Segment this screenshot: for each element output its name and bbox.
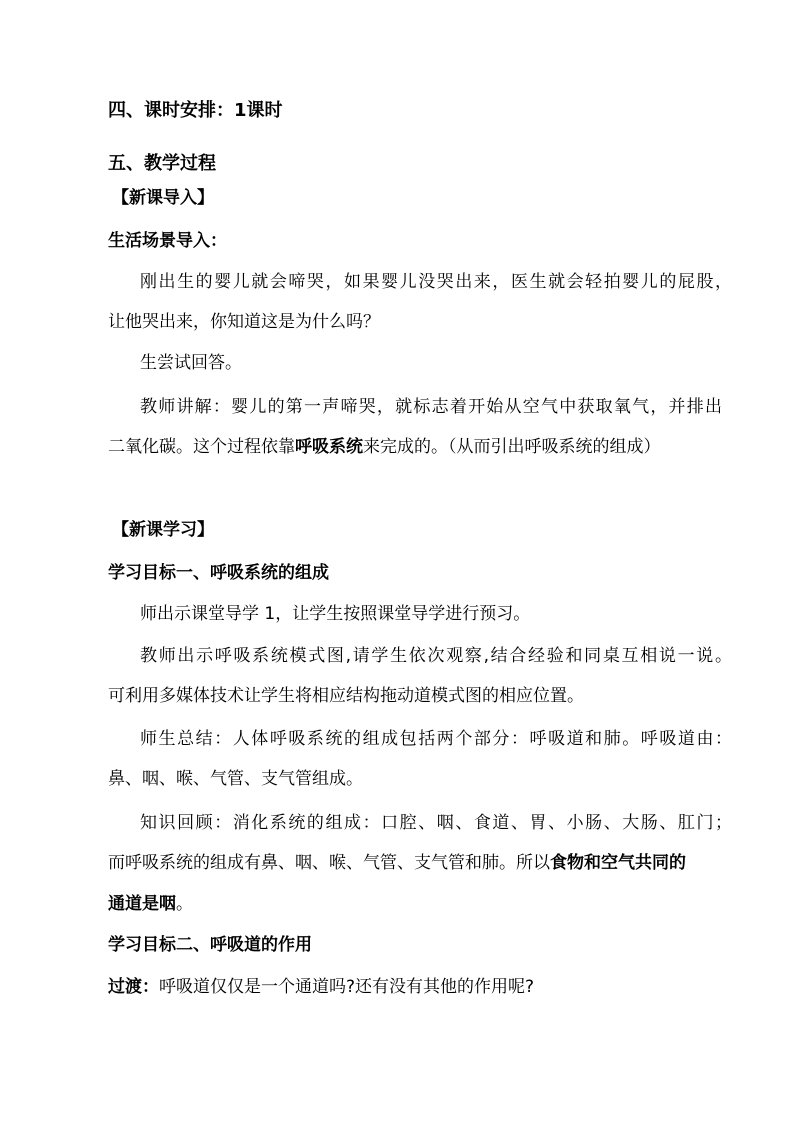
goal-1-paragraph-4-line-2 [108, 850, 686, 876]
g1-p4-bold-a: 食物和空气共同的 [550, 853, 686, 873]
intro-p3-bold-term: 呼吸系统 [295, 437, 363, 457]
transition-label: 过渡： [108, 977, 159, 997]
intro-paragraph-3-line-1: 教师讲解：婴儿的第一声啼哭，就标志着开始从空气中获取氧气，并排出 [140, 397, 722, 417]
intro-paragraph-1-line-1: 刚出生的婴儿就会啼哭，如果婴儿没哭出来，医生就会轻拍婴儿的屁股， [140, 272, 732, 292]
goal-2-title: 学习目标二、呼吸道的作用 [108, 935, 312, 955]
g1-p4-text-a: 而呼吸系统的组成有鼻、咽、喉、气管、支气管和肺。所以 [108, 853, 550, 873]
intro-p3-text-a: 二氧化碳。这个过程依靠 [108, 437, 295, 457]
goal-1-paragraph-1: 师出示课堂导学 1，让学生按照课堂导学进行预习。 [140, 604, 531, 624]
goal-1-paragraph-2-line-1: 教师出示呼吸系统模式图,请学生依次观察,结合经验和同桌互相说一说。 [140, 646, 732, 666]
goal-1-paragraph-4-line-1: 知识回顾：消化系统的组成：口腔、咽、食道、胃、小肠、大肠、肛门； [140, 813, 732, 833]
goal-1-paragraph-3-line-1: 师生总结：人体呼吸系统的组成包括两个部分：呼吸道和肺。呼吸道由： [140, 729, 732, 749]
intro-p3-text-b: 来完成的。（从而引出呼吸系统的组成） [363, 437, 661, 457]
new-lesson-intro-title: 【新课导入】 [112, 188, 214, 208]
intro-paragraph-1-line-2: 让他哭出来，你知道这是为什么吗？ [108, 312, 380, 332]
goal-1-paragraph-4-line-3 [108, 891, 193, 917]
life-scene-title: 生活场景导入： [108, 231, 227, 251]
intro-paragraph-3-line-2 [108, 434, 661, 460]
section-4-heading: 四、课时安排：1课时 [108, 100, 283, 121]
goal-2-transition [108, 974, 534, 1000]
transition-text: 呼吸道仅仅是一个通道吗?还有没有其他的作用呢? [159, 977, 535, 997]
goal-1-paragraph-3-line-2: 鼻、咽、喉、气管、支气管组成。 [108, 769, 363, 789]
goal-1-paragraph-2-line-2: 可利用多媒体技术让学生将相应结构拖动道模式图的相应位置。 [108, 686, 584, 706]
goal-1-title: 学习目标一、呼吸系统的组成 [108, 563, 329, 583]
intro-paragraph-2: 生尝试回答。 [140, 353, 242, 373]
section-5-heading: 五、教学过程 [108, 153, 216, 174]
g1-p4-bold-b: 通道是咽 [108, 894, 176, 914]
new-lesson-study-title: 【新课学习】 [112, 520, 214, 540]
g1-p4-end: 。 [176, 894, 193, 914]
